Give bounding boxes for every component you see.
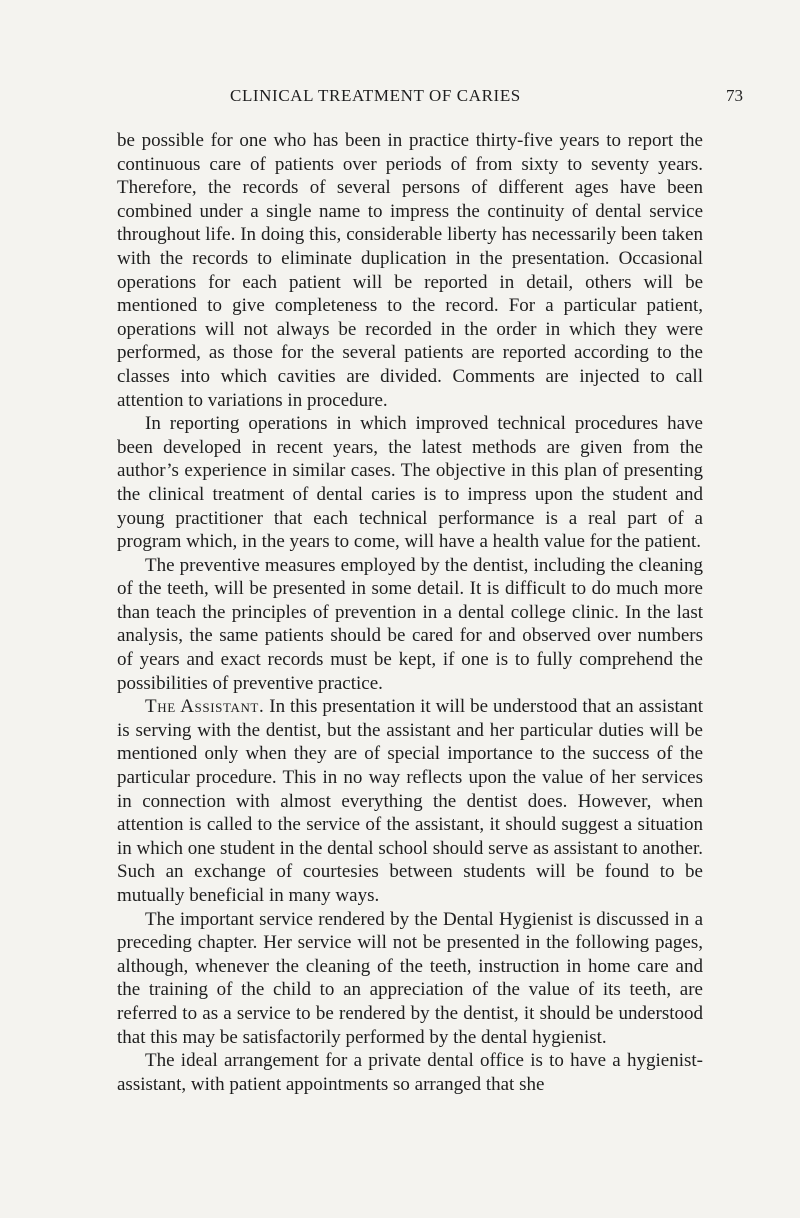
running-head (0, 86, 800, 110)
paragraph-the-assistant-text: In this presentation it will be understood that an assistant is serving with the dentist, but the assistant and her particular duties will be mentioned only when they are of special importance to the success of the particular procedure. This in no way reflects upon the value of her services in connection with almost everything the dentist does. However, when attention is called to the service of the assistant, it should suggest a situation in which one student in the dental school should serve as assistant to another. Such an exchange of courtesies between students will be found to be mutually beneficial in many ways. (117, 696, 703, 906)
page-number: 73 (726, 86, 743, 105)
paragraph-continued: be possible for one who has been in practice thirty-five years to report the continuous care of patients over periods of from sixty to seventy years. Therefore, the records of several persons of different ages have been combined under a single name to impress the continuity of dental service throughout life. In doing this, considerable liberty has necessarily been taken with the records to eliminate duplication in the presentation. Occasional operations for each patient will be reported in detail, others will be mentioned to give completeness to the record. For a particular patient, operations will not always be recorded in the order in which they were performed, as those for the several patients are reported according to the classes into which cavities are divided. Comments are injected to call attention to variations in procedure. (117, 130, 703, 411)
running-title: CLINICAL TREATMENT OF CARIES (230, 86, 521, 105)
paragraph-preventive-measures: The preventive measures employed by the dentist, including the cleaning of the teeth, will be presented in some detail. It is difficult to do much more than teach the principles of prevention in a dental college clinic. In the last analysis, the same patients should be cared for and observed over numbers of years and exact records must be kept, if one is to fully comprehend the possibilities of preventive practice. (117, 554, 703, 694)
section-heading-the-assistant: The Assistant. (145, 696, 265, 718)
body-text (117, 129, 703, 1096)
paragraph-the-assistant (117, 695, 703, 907)
paragraph-dental-hygienist: The important service rendered by the Dental Hygienist is discussed in a preceding chapter. Her service will not be presented in the following pages, although, whenever the cleaning of the teeth, instruction in home care and the training of the child to an appreciation of the value of its teeth, are referred to as a service to be rendered by the dentist, it should be understood that this may be satisfactorily performed by the dental hygienist. (117, 908, 703, 1048)
paragraph-improved-procedures: In reporting operations in which improved technical procedures have been developed in recent years, the latest methods are given from the author’s experience in similar cases. The objective in this plan of presenting the clinical treatment of dental caries is to impress upon the student and young practitioner that each technical performance is a real part of a program which, in the years to come, will have a health value for the patient. (117, 413, 703, 553)
paragraph-ideal-arrangement: The ideal arrangement for a private dental office is to have a hygienist-assistant, with patient appointments so arranged that she (117, 1050, 703, 1095)
